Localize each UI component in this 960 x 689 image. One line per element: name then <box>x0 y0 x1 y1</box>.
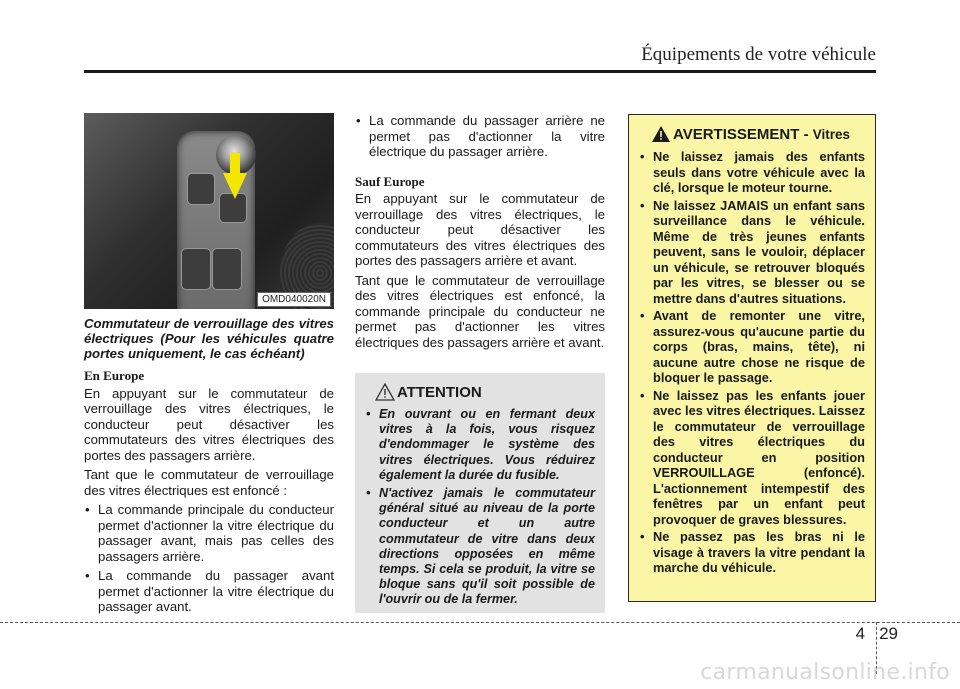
section-subhead: Commutateur de verrouillage des vitres électriques (Pour les véhicules quatre portes uniquement, le cas échéant) <box>84 316 334 361</box>
caution-list <box>365 407 595 608</box>
chapter-number: 4 <box>855 624 866 643</box>
warning-item: • Ne laissez JAMAIS un enfant sans surveillance dans le véhicule. Même de très jeunes enfants peuvent, sans le vouloir, déplacer un véhicule, se retrouver bloqués par les vitres, se blesser ou se mettre dans d'autres situations. <box>639 198 865 307</box>
list-item: • La commande du passager avant permet d'actionner la vitre électrique du passager avant. <box>84 568 334 615</box>
window-switch-1 <box>181 248 211 290</box>
warning-list <box>639 149 865 576</box>
left-column <box>84 316 334 619</box>
paragraph: Tant que le commutateur de verrouillage des vitres électriques est enfoncé : <box>84 467 334 498</box>
caution-triangle-icon <box>375 383 395 401</box>
list-item: • La commande du passager arrière ne permet pas d'actionner la vitre électrique du passager arrière. <box>355 113 605 160</box>
page-header-title: Équipements de votre véhicule <box>641 44 876 65</box>
warning-box <box>628 114 876 602</box>
bullet-list <box>84 502 334 615</box>
caution-title <box>365 383 595 403</box>
section-title-outside-europe: Sauf Europe <box>355 173 425 189</box>
lock-switch-left <box>187 173 215 205</box>
caution-item: • N'activez jamais le commutateur général situé au niveau de la porte conducteur et un autre commutateur de vitre dans deux directions opposées en même temps. Si cela se produit, la vitre se bloque sans qu'il soit possible de l'ouvrir ou de la fermer. <box>365 486 595 608</box>
footer-dashed-rule <box>0 622 960 623</box>
warning-item: • Ne passez pas les bras ni le visage à travers la vitre pendant la marche du véhicule. <box>639 529 865 576</box>
figure-caption: OMD040020N <box>257 292 331 307</box>
header-rule <box>84 70 876 73</box>
paragraph: En appuyant sur le commutateur de verrouillage des vitres électriques, le conducteur peut désactiver les commutateurs des vitres électriques des portes des passagers arrière. <box>84 385 334 463</box>
window-switch-2 <box>212 248 242 290</box>
warning-triangle-icon <box>651 125 671 143</box>
paragraph: Tant que le commutateur de verrouillage des vitres électriques est enfoncé, la commande principale du conducteur ne permet pas d'actionner les vitres électriques des passagers arrière et avant. <box>355 272 605 350</box>
bullet-list <box>355 113 605 160</box>
warning-item: • Ne laissez pas les enfants jouer avec les vitres électriques. Laissez le commutateur de verrouillage des vitres électriques du conducteur en position VERROUILLAGE (enfoncé). L'actionnement intempestif des fenêtres par un enfant peut provoquer de graves blessures. <box>639 388 865 528</box>
warning-title-sub: Vitres <box>812 127 851 142</box>
yellow-arrow-icon <box>223 173 247 199</box>
window-lock-switch-photo <box>84 113 334 309</box>
site-watermark: carmanualsonline.info <box>700 660 950 685</box>
paragraph: En appuyant sur le commutateur de verrouillage des vitres électriques, le conducteur peut désactiver les commutateurs des vitres électriques des portes des passagers arrière et avant. <box>355 191 605 268</box>
list-item: • La commande principale du conducteur permet d'actionner la vitre électrique du passager avant, mais pas celles des passagers arrière. <box>84 502 334 564</box>
middle-column <box>355 113 605 354</box>
section-title-europe: En Europe <box>84 368 145 383</box>
pointer-arrow-stem <box>230 153 240 175</box>
caution-item: • En ouvrant ou en fermant deux vitres à la fois, vous risquez d'endommager le système des vitres électriques. Vous réduirez également la durée du fusible. <box>365 407 595 483</box>
caution-box <box>355 373 605 613</box>
warning-title-text: AVERTISSEMENT - <box>673 126 813 143</box>
caution-title-text: ATTENTION <box>397 384 482 401</box>
page-number-value: 29 <box>879 624 898 643</box>
warning-item: • Ne laissez jamais des enfants seuls dans votre véhicule avec la clé, lorsque le moteur tourne. <box>639 149 865 196</box>
page-number <box>856 624 898 644</box>
warning-title <box>639 125 865 145</box>
warning-item: • Avant de remonter une vitre, assurez-vous qu'aucune partie du corps (bras, mains, tête), ni aucune autre chose ne risque de bloquer le passage. <box>639 308 865 386</box>
